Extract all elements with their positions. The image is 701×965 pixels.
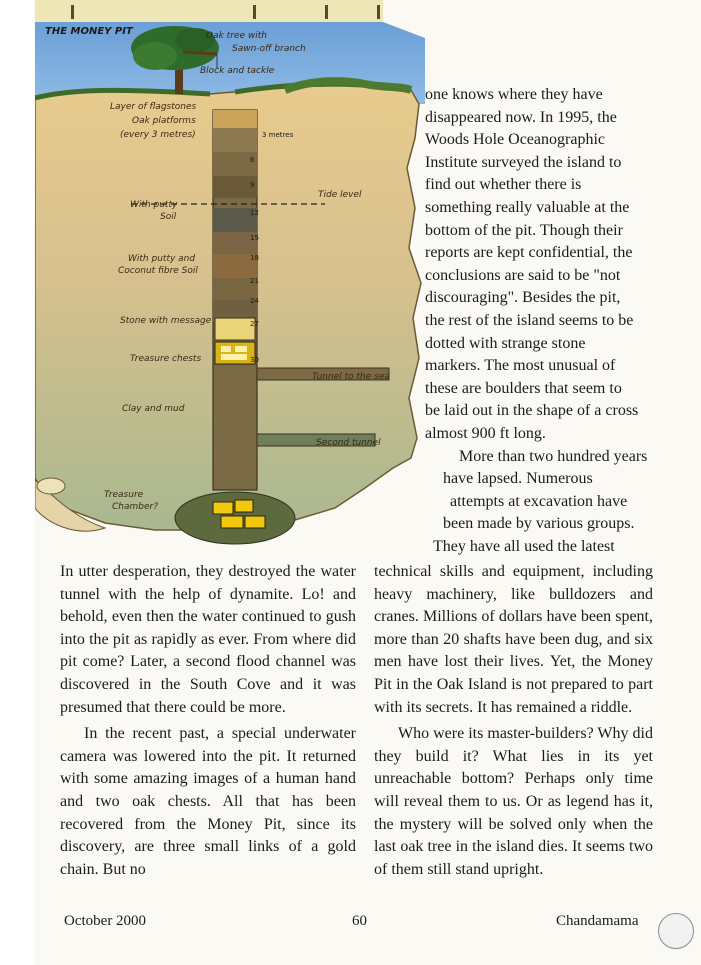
label-treasure-chests: Treasure chests [130, 354, 202, 364]
depth-3: 3 metres [262, 131, 294, 139]
label-tide-level: Tide level [318, 190, 362, 200]
label-clay-mud: Clay and mud [122, 404, 185, 414]
label-stone-message: Stone with message [120, 316, 212, 326]
article-column-right-bottom [374, 561, 653, 881]
article-column-left [60, 561, 356, 881]
illustration-title: THE MONEY PIT [45, 26, 133, 37]
label-block-tackle: Block and tackle [200, 66, 275, 76]
chandamama-logo [658, 913, 694, 949]
depth-30: 30 [250, 356, 259, 364]
text-line: Woods Hole Oceanographic [425, 131, 605, 149]
text-line: find out whether there is [425, 176, 582, 194]
depth-9: 9 [250, 181, 255, 189]
label-putty-and: With putty and [128, 254, 196, 264]
footer-date: October 2000 [64, 913, 147, 929]
treasure-chests [215, 342, 255, 364]
text-line: the rest of the island seems to be [425, 311, 634, 329]
depth-27: 27 [250, 320, 259, 328]
text-line: one knows where they have [425, 86, 603, 103]
text-line: almost 900 ft long. [425, 424, 546, 442]
label-flagstones: Layer of flagstones [110, 102, 197, 112]
depth-21: 21 [250, 277, 259, 285]
label-sawn-branch: Sawn-off branch [232, 44, 306, 54]
text-line: have lapsed. Numerous [443, 470, 593, 488]
magazine-name: Chandamama [556, 913, 639, 929]
label-tunnel-sea: Tunnel to the sea [312, 372, 390, 382]
text-line: be laid out in the shape of a cross [425, 402, 639, 420]
depth-24: 24 [250, 297, 259, 305]
label-with-putty: With putty [130, 200, 178, 210]
label-chamber: Treasure [104, 490, 144, 500]
paragraph: Who were its master-builders? Why did they build it? What lies in its yet unreachable bottom? Perhaps only time will reveal them to us. Or as legend has it, the mystery will be solved only when the last oak tree in the island dies. It seems two of them still stand upright. [374, 725, 653, 878]
depth-12: 12 [250, 209, 259, 217]
depth-15: 15 [250, 234, 259, 242]
label-second-tunnel: Second tunnel [316, 438, 381, 448]
paragraph: In utter desperation, they destroyed the water tunnel with the help of dynamite. Lo! and behold, even then the water continued to gush into the pit as rapidly as ever. From where did pit come? Later, a second flood channel was discovered in the South Cove and it was presumed that there could be more. [60, 563, 356, 716]
text-line: attempts at excavation have [450, 492, 628, 510]
depth-6: 6 [250, 156, 255, 164]
text-line: reports are kept confidential, the [425, 244, 633, 262]
label-putty-soil: Soil [160, 212, 177, 222]
text-line: More than two hundred years [459, 447, 648, 465]
text-line: something really valuable at the [425, 198, 630, 216]
label-chamber-q: Chamber? [112, 502, 158, 512]
text-line: these are boulders that seem to [425, 379, 622, 397]
label-oak-tree: Oak tree with [206, 31, 267, 41]
text-line: They have all used the latest [433, 537, 615, 555]
text-line: markers. The most unusual of [425, 357, 616, 375]
article-column-right-top [425, 84, 653, 558]
text-line: dotted with strange stone [425, 334, 586, 352]
money-pit-illustration [35, 18, 425, 558]
paragraph: In the recent past, a special underwater camera was lowered into the pit. It returned with some amazing images of a human hand and two oak chests. All that has been recovered from the Money Pit, since its discovery, are three small links of a gold chain. But no [60, 725, 356, 878]
text-line: conclusions are said to be "not [425, 266, 621, 284]
depth-18: 18 [250, 254, 259, 262]
scan-margin [0, 0, 34, 965]
text-line: discouraging". Besides the pit, [425, 289, 621, 307]
page-number: 60 [352, 913, 367, 929]
label-coconut-fibre: Coconut fibre Soil [118, 266, 198, 276]
stone-with-message [215, 318, 255, 340]
text-line: Institute surveyed the island to [425, 153, 622, 171]
text-line: disappeared now. In 1995, the [425, 108, 617, 126]
paragraph: technical skills and equipment, including heavy machinery, like bulldozers and cranes. Millions of dollars have been spent, more than 20 shafts have been dug, and six men have lost their lives. Yet, the Money Pit in the Oak Island is not prepared to part with its secrets. It has remained a riddle. [374, 563, 653, 716]
text-line: bottom of the pit. Though their [425, 221, 623, 239]
label-oak-platforms: Oak platforms [132, 116, 196, 126]
label-every-3-metres: (every 3 metres) [120, 130, 196, 140]
text-line: been made by various groups. [443, 515, 635, 533]
